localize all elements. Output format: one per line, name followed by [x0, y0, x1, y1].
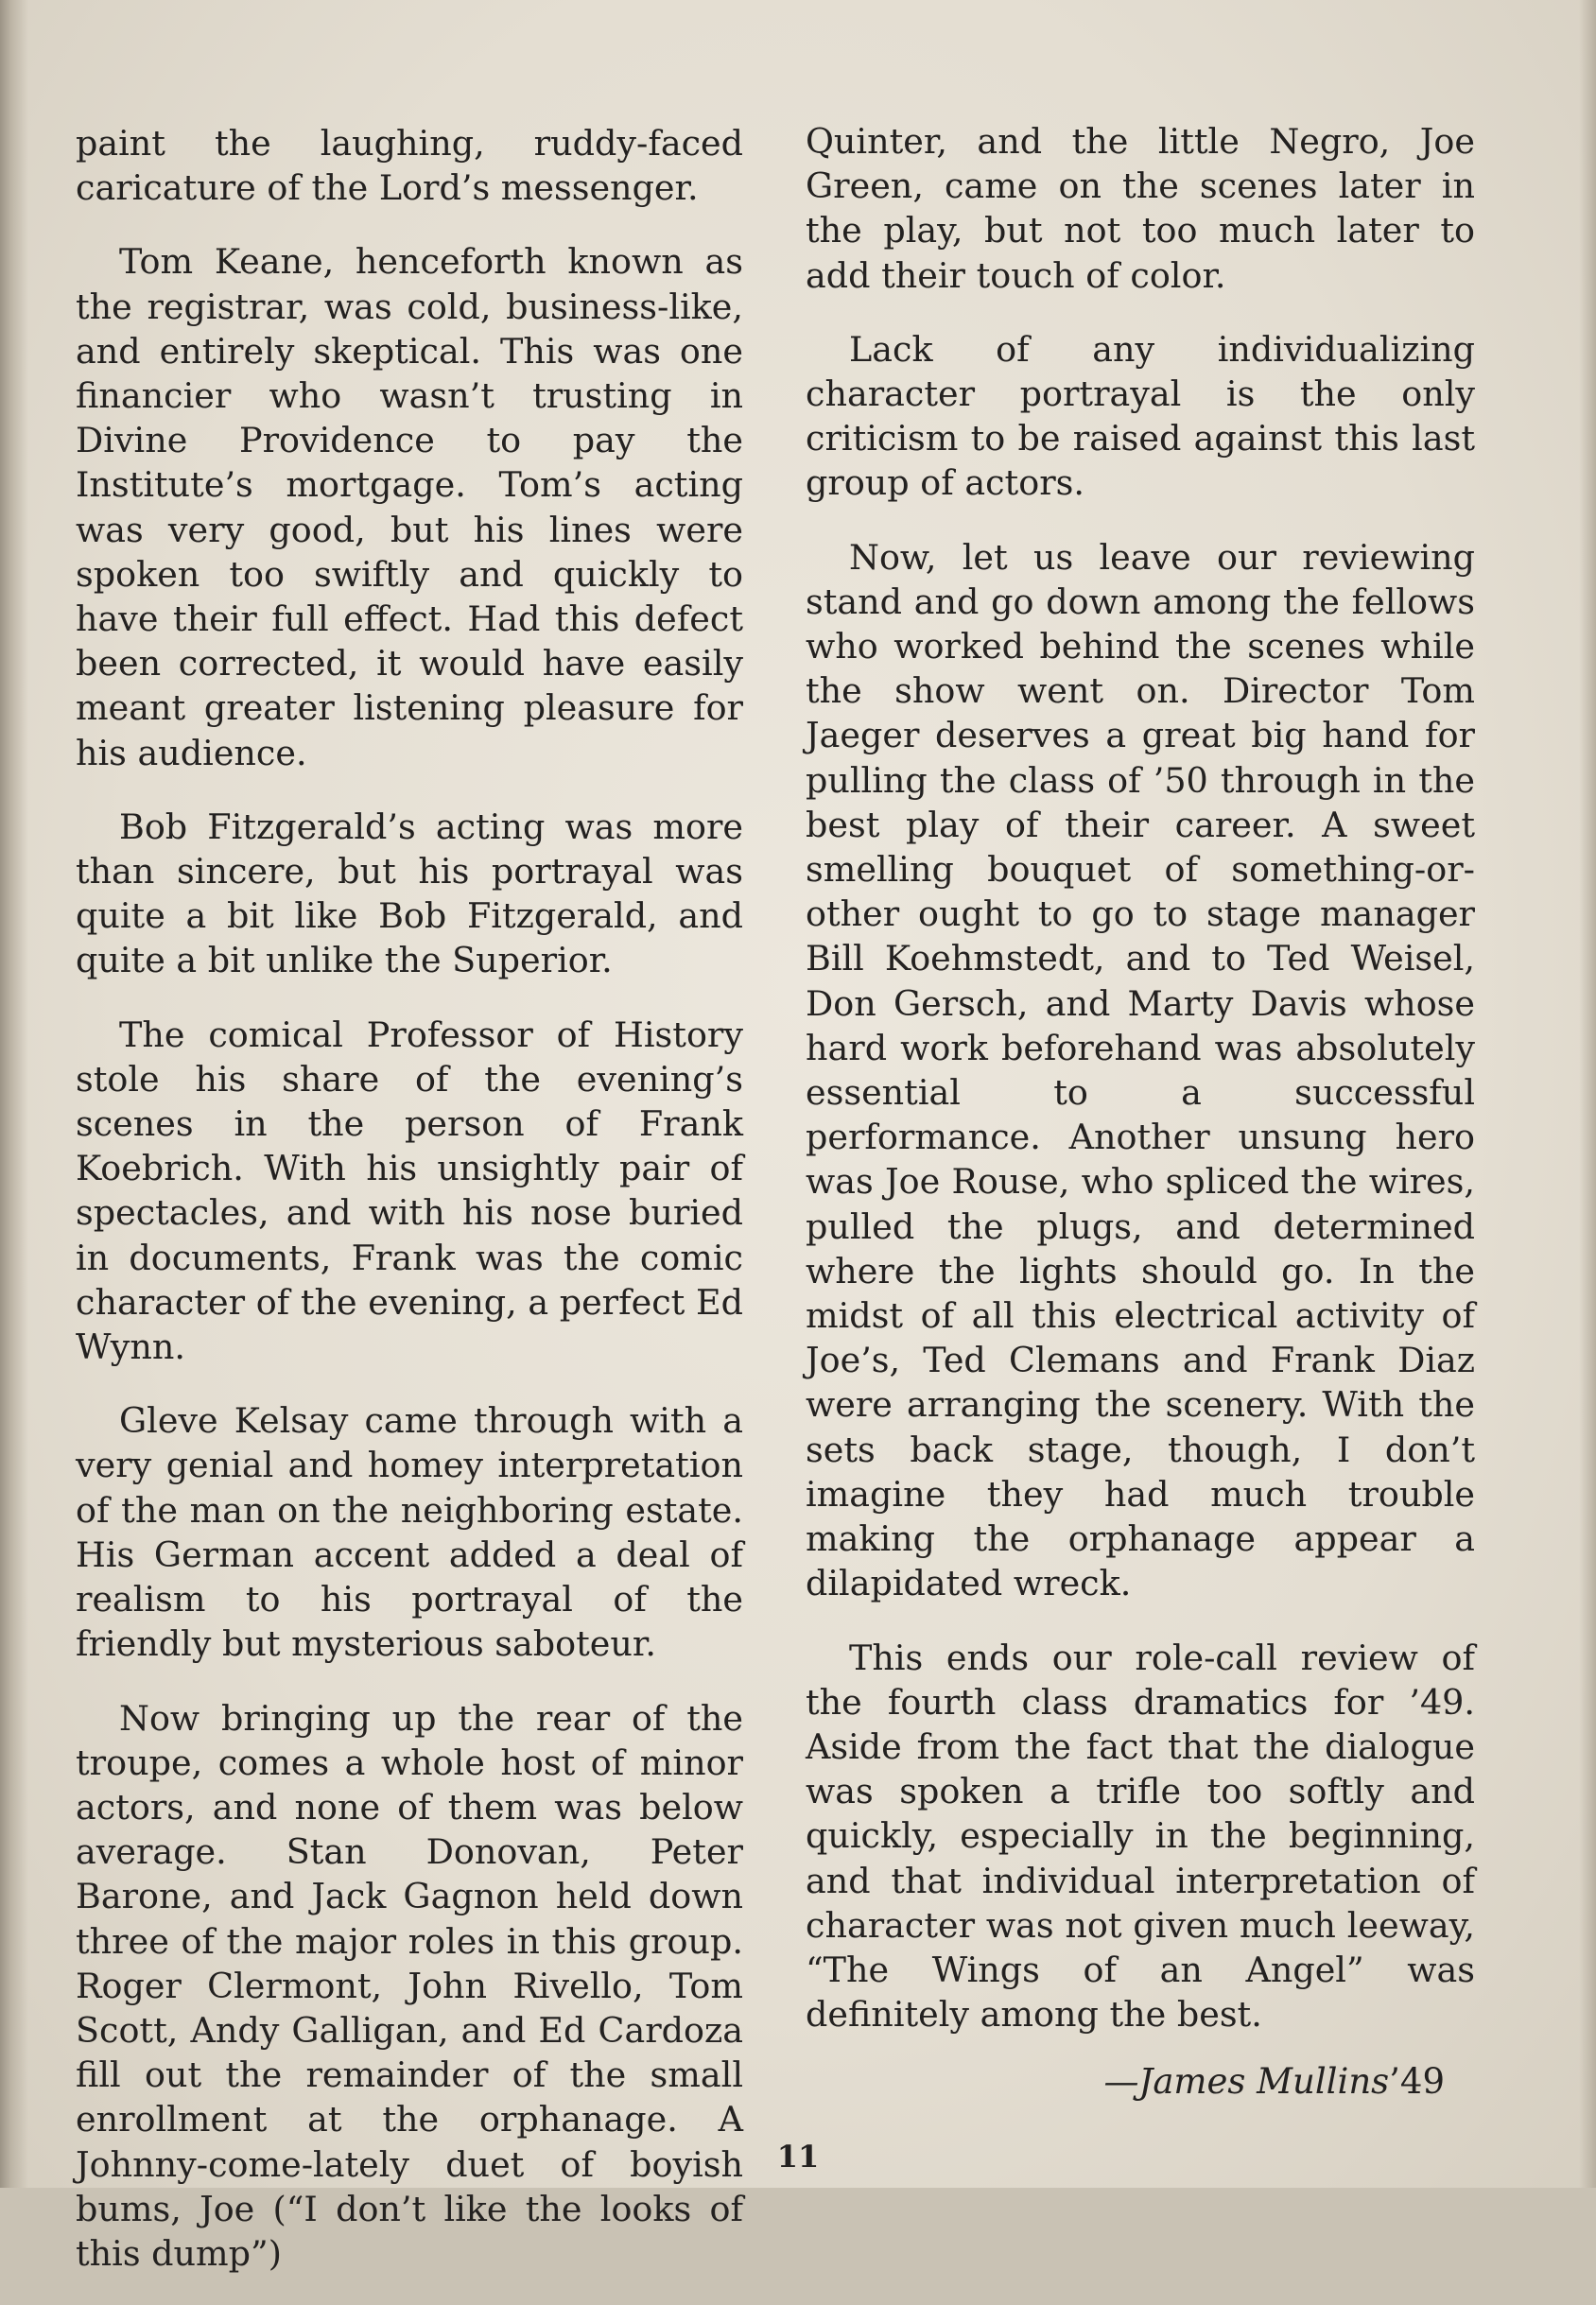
paragraph-continued-right: Quinter, and the little Negro, Joe Green, came on the scenes later in the play, but not too much later to add their touch of color.: [806, 121, 1475, 296]
page-edge-shadow: [1579, 0, 1596, 2188]
paragraph-gleve-kelsay: Gleve Kelsay came through with a very genial and homey interpretation of the man on the neighboring estate. His German accent added a deal of realism to his portrayal of the friendly but mysterious saboteur.: [76, 1400, 743, 1665]
paragraph-professor-of-history: The comical Professor of History stole his share of the evening’s scenes in the person of Frank Koebrich. With his unsightly pair of spectacles, and with his nose buried in documents, Frank was the comic character of the evening, a perfect Ed Wynn.: [76, 1014, 743, 1368]
paragraph-minor-actors: Now bringing up the rear of the troupe, comes a whole host of minor actors, and none of them was below average. Stan Donovan, Peter Barone, and Jack Gagnon held down three of the major roles in this group. Roger Clermont, John Rivello, Tom Scott, Andy Galligan, and Ed Cardoza fill out the remainder of the small enrollment at the orphanage. A Johnny-come-lately duet of boyish bums, Joe (“I don’t like the looks of this dump”): [76, 1697, 743, 2274]
author-class-year: ’49: [1389, 2061, 1445, 2102]
page-number: 11: [776, 2139, 820, 2175]
paragraph-conclusion: This ends our role-call review of the fourth class dramatics for ’49. Aside from the fact that the dialogue was spoken a trifle too softly and quickly, especially in the beginning, and that individual interpretation of character was not given much leeway, “The Wings of an Angel” was definitely among the best.: [806, 1637, 1475, 2036]
paragraph-bob-fitzgerald: Bob Fitzgerald’s acting was more than sincere, but his portrayal was quite a bit like Bob Fitzgerald, and quite a bit unlike the Superior.: [76, 806, 743, 981]
paragraph-criticism: Lack of any individualizing character portrayal is the only criticism to be raised against this last group of actors.: [806, 328, 1475, 504]
author-signature: [1104, 2061, 1446, 2102]
binding-shadow: [0, 0, 28, 2188]
paragraph-behind-the-scenes: Now, let us leave our reviewing stand and go down among the fellows who worked behind the scenes while the show went on. Director Tom Jaeger deserves a great big hand for pulling the class of ’50 through in the best play of their career. A sweet smelling bouquet of something-or-other ought to go to stage manager Bill Koehmstedt, and to Ted Weisel, Don Gersch, and Marty Davis whose hard work beforehand was absolutely essential to a successful performance. Another unsung hero was Joe Rouse, who spliced the wires, pulled the plugs, and determined where the lights should go. In the midst of all this electrical activity of Joe’s, Ted Clemans and Frank Diaz were arranging the scenery. With the sets back stage, though, I don’t imagine they had much trouble making the orphanage appear a dilapidated wreck.: [806, 536, 1475, 1604]
paragraph-tom-keane: Tom Keane, henceforth known as the registrar, was cold, business-like, and entirely skeptical. This was one financier who wasn’t trusting in Divine Providence to pay the Institute’s mortgage. Tom’s acting was very good, but his lines were spoken too swiftly and quickly to have their full effect. Had this defect been corrected, it would have easily meant greater listening pleasure for his audience.: [76, 241, 743, 773]
author-name: —James Mullins: [1103, 2061, 1390, 2102]
left-column: [76, 121, 743, 2305]
right-column: [806, 119, 1475, 2066]
paragraph-continued: paint the laughing, ruddy-faced caricature of the Lord’s messenger.: [76, 123, 743, 209]
